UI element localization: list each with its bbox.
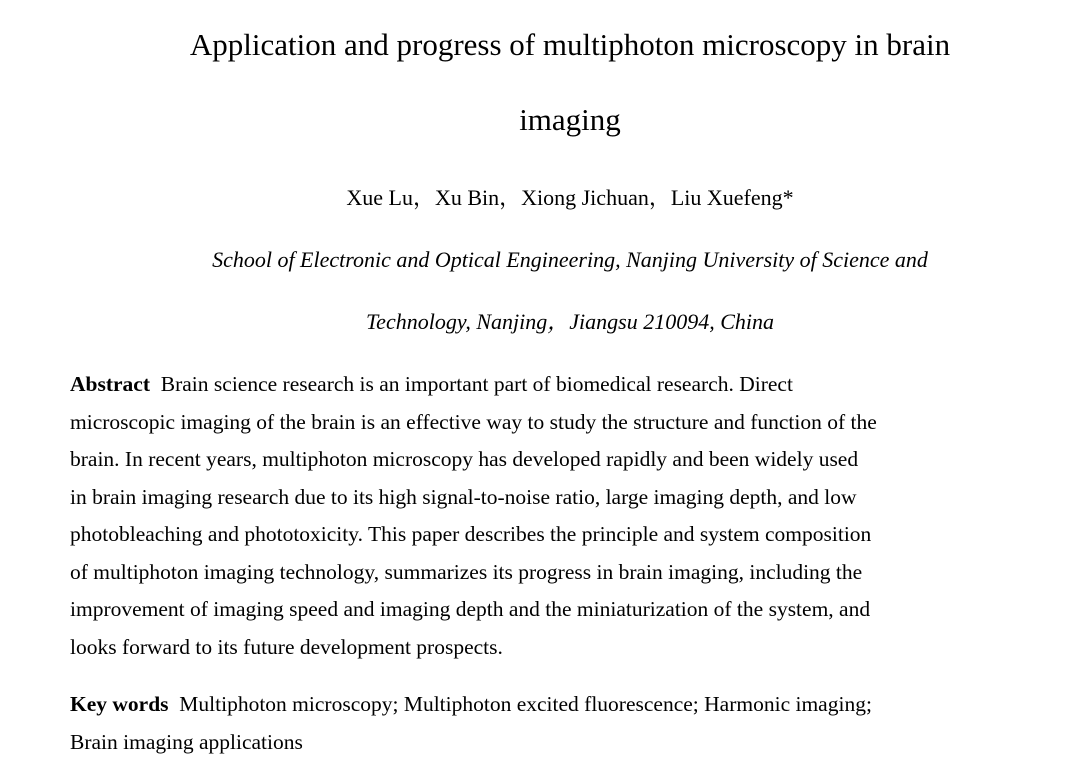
- abstract-line-7: improvement of imaging speed and imaging depth and the miniaturization of the system, and: [70, 597, 871, 621]
- abstract-text: Brain science research is an important part of biomedical research. Direct: [160, 372, 793, 396]
- affiliation-line-1: School of Electronic and Optical Engineering, Nanjing University of Science and: [212, 247, 928, 272]
- paper-title-line-1: Application and progress of multiphoton microscopy in brain: [189, 27, 951, 62]
- abstract-line-6: of multiphoton imaging technology, summarizes its progress in brain imaging, including the: [70, 559, 863, 584]
- paper-title-line-2: imaging: [519, 102, 621, 137]
- abstract-line-2: microscopic imaging of the brain is an effective way to study the structure and function of the: [70, 409, 877, 434]
- affiliation-line-2: Technology, Nanjing，Jiangsu 210094, China: [365, 309, 775, 334]
- abstract-line-5: photobleaching and phototoxicity. This paper describes the principle and system composition: [70, 522, 872, 546]
- abstract-line-1: [70, 366, 1025, 404]
- abstract-section: [70, 366, 1025, 666]
- keywords-label: Key words: [70, 692, 169, 716]
- abstract-line-3: brain. In recent years, multiphoton microscopy has developed rapidly and been widely used: [70, 447, 859, 471]
- author-list: Xue Lu，Xu Bin，Xiong Jichuan，Liu Xuefeng*: [346, 185, 794, 210]
- abstract-label: Abstract: [70, 372, 151, 396]
- abstract-line-8: looks forward to its future development prospects.: [70, 634, 503, 659]
- keywords-line-1: [70, 686, 1025, 724]
- keywords-section: [70, 686, 1025, 761]
- keywords-line-2: Brain imaging applications: [70, 729, 303, 754]
- abstract-line-4: in brain imaging research due to its high signal-to-noise ratio, large imaging depth, and low: [70, 484, 857, 509]
- keywords-text: Multiphoton microscopy; Multiphoton excited fluorescence; Harmonic imaging;: [179, 692, 872, 716]
